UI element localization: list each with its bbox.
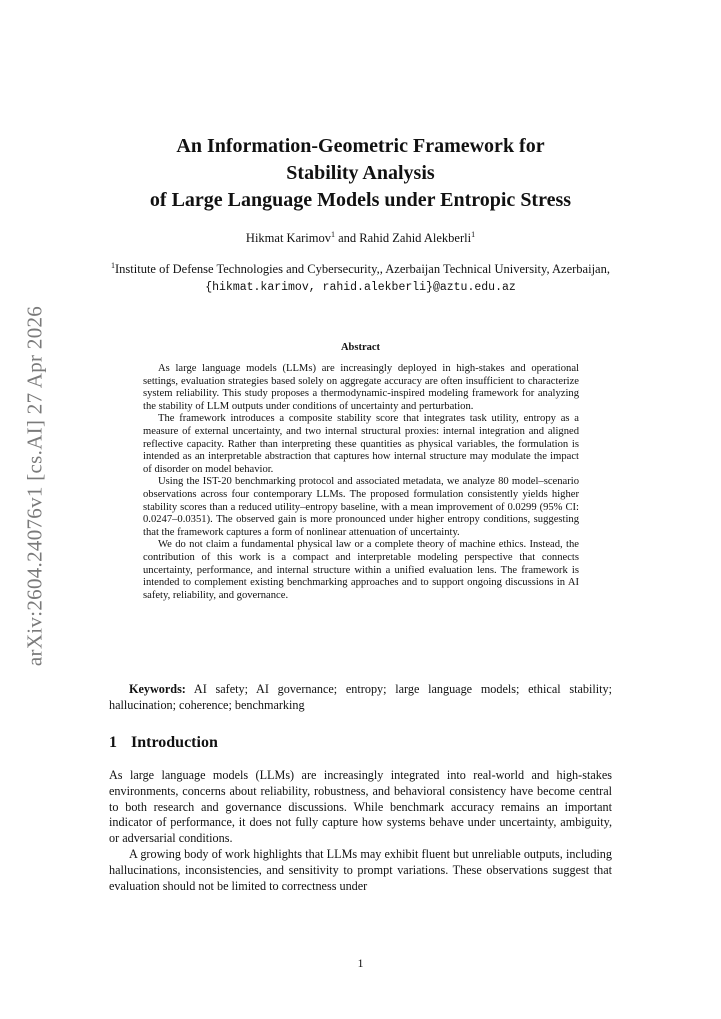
author-list xyxy=(109,231,612,246)
section-heading-introduction xyxy=(109,734,218,752)
arxiv-identifier: arXiv:2604.24076v1 [cs.AI] 27 Apr 2026 xyxy=(22,305,47,667)
title-line-1: An Information-Geometric Framework for xyxy=(176,135,545,157)
abstract-paragraph: As large language models (LLMs) are increasingly deployed in high-stakes and operational settings, evaluation strategies based solely on aggregate accuracy are often insufficient to characterize system reliability. This study proposes a thermodynamic-inspired modeling framework for analyzing the stability of LLM outputs under conditions of uncertainty and perturbation. xyxy=(143,363,579,412)
section-title: Introduction xyxy=(131,734,218,751)
author-1: Hikmat Karimov xyxy=(245,231,331,245)
abstract-body xyxy=(143,363,579,602)
title-line-2: Stability Analysis xyxy=(286,162,435,184)
paper-title xyxy=(109,133,612,214)
section-number: 1 xyxy=(109,734,117,751)
abstract-paragraph: We do not claim a fundamental physical law or a complete theory of machine ethics. Instead, the contribution of this work is a compact and interpretable modeling perspective that connects uncertainty, performance, and internal structure within a unified evaluation lens. The framework is intended to complement existing benchmarking approaches and to support ongoing discussions in AI safety, reliability, and governance. xyxy=(143,539,579,601)
keywords-text: AI safety; AI governance; entropy; large language models; ethical stability; hallucination; coherence; benchmarking xyxy=(109,682,612,712)
affiliation-mark: 1 xyxy=(111,261,116,270)
author-emails: {hikmat.karimov, rahid.alekberli}@aztu.edu.az xyxy=(205,281,516,294)
author-connector: and xyxy=(334,231,360,245)
abstract-paragraph: The framework introduces a composite stability score that integrates task utility, entropy as a measure of external uncertainty, and two internal structural proxies: internal integration and aligned reflective capacity. Rather than interpreting these quantities as physical variables, the formulation is intended as an interpretable abstraction that captures how internal structure may modulate the impact of disorder on model behavior. xyxy=(143,413,579,475)
affiliation-text: Institute of Defense Technologies and Cybersecurity,, Azerbaijan Technical University, Azerbaijan, xyxy=(115,262,610,276)
arxiv-sidebar xyxy=(18,300,52,672)
body-paragraph: A growing body of work highlights that LLMs may exhibit fluent but unreliable outputs, including hallucinations, inconsistencies, and sensitivity to prompt variations. These observations suggest that evaluation should not be limited to correctness under xyxy=(109,846,612,893)
affiliation xyxy=(109,261,612,296)
abstract-heading: Abstract xyxy=(340,342,381,353)
keywords xyxy=(109,681,612,713)
keywords-label: Keywords: xyxy=(129,682,186,696)
author-2-affiliation-mark: 1 xyxy=(471,230,476,239)
introduction-body xyxy=(109,768,612,894)
body-paragraph: As large language models (LLMs) are increasingly integrated into real-world and high-stakes environments, concerns about reliability, robustness, and behavioral consistency have become central to both research and governance discussions. While benchmark accuracy remains an important indicator of performance, it does not fully capture how systems behave under uncertainty, ambiguity, or adversarial conditions. xyxy=(109,768,612,846)
author-1-affiliation-mark: 1 xyxy=(330,230,335,239)
page-number: 1 xyxy=(357,956,364,970)
title-line-3: of Large Language Models under Entropic Stress xyxy=(149,189,572,211)
abstract-paragraph: Using the IST-20 benchmarking protocol and associated metadata, we analyze 80 model–scenario observations across four contemporary LLMs. The proposed formulation consistently yields higher stability scores than a reduced utility–entropy baseline, with a mean improvement of 0.0299 (95% CI: 0.0247–0.0351). The observed gain is more pronounced under higher entropy conditions, suggesting that the framework captures a form of nonlinear attenuation of uncertainty. xyxy=(143,476,579,538)
author-2: Rahid Zahid Alekberli xyxy=(359,231,472,245)
